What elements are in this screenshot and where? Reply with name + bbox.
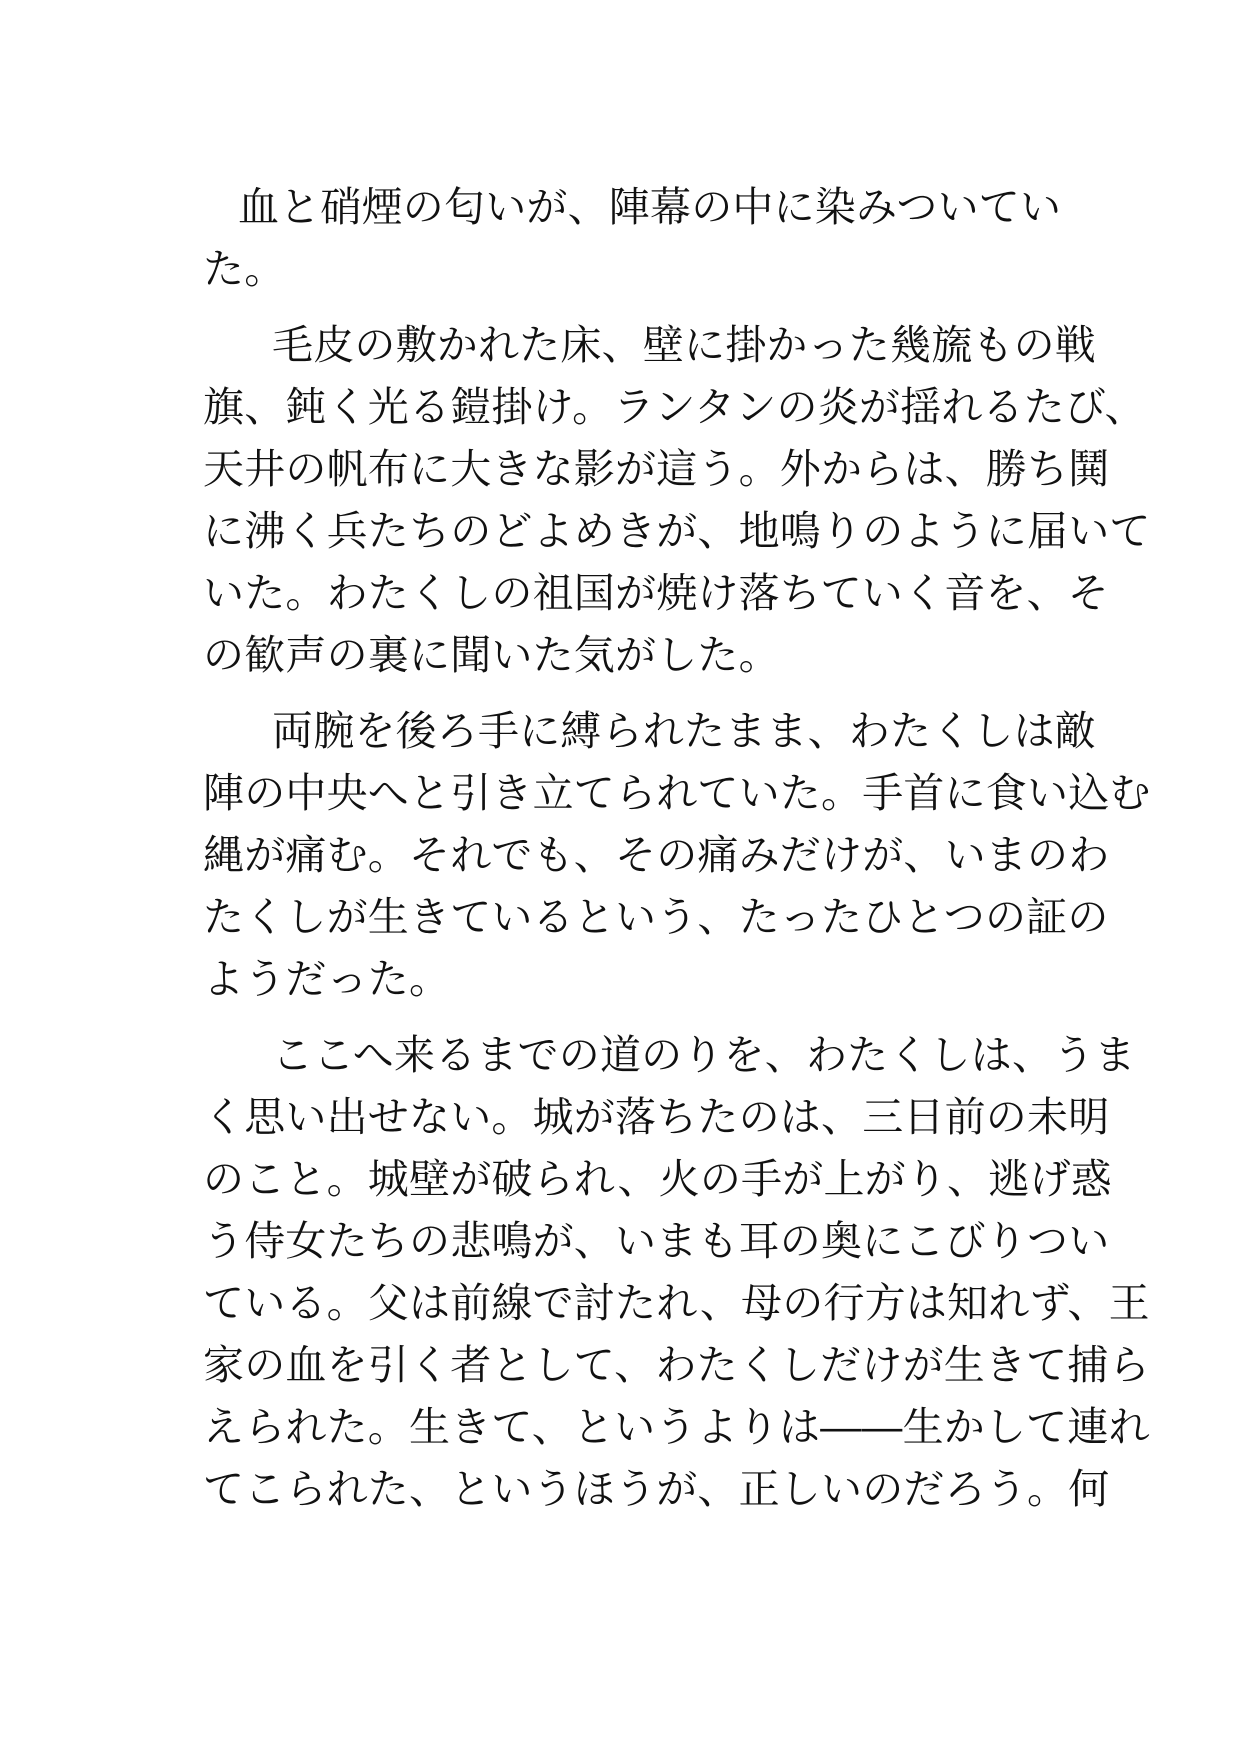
text-line: う侍女たちの悲鳴が、いまも耳の奥にこびりつい: [203, 1217, 1110, 1265]
text-line: 天井の帆布に大きな影が這う。外からは、勝ち鬨: [203, 445, 1110, 493]
text-line: 縄が痛む。それでも、その痛みだけが、いまのわ: [203, 831, 1110, 879]
text-line: 旗、鈍く光る鎧掛け。ランタンの炎が揺れるたび、: [203, 383, 1146, 431]
text-line: た。: [203, 245, 286, 293]
text-line: に沸く兵たちのどよめきが、地鳴りのように届いて: [203, 507, 1151, 555]
text-line: 血と硝煙の匂いが、陣幕の中に染みついてい: [238, 183, 1062, 231]
text-line: ここへ来るまでの道のりを、わたくしは、うま: [272, 1031, 1136, 1079]
text-line: えられた。生きて、というよりは――生かして連れ: [203, 1403, 1150, 1451]
text-line: いた。わたくしの祖国が焼け落ちていく音を、そ: [203, 569, 1109, 617]
text-line: 毛皮の敷かれた床、壁に掛かった幾旒もの戦: [272, 321, 1096, 369]
text-line: 家の血を引く者として、わたくしだけが生きて捕ら: [203, 1341, 1150, 1389]
text-line: ようだった。: [203, 955, 451, 1003]
text-line: たくしが生きているという、たったひとつの証の: [203, 893, 1109, 941]
text-line: ている。父は前線で討たれ、母の行方は知れず、王: [203, 1279, 1150, 1327]
text-line: の歓声の裏に聞いた気がした。: [203, 631, 780, 679]
text-line: く思い出せない。城が落ちたのは、三日前の未明: [203, 1093, 1110, 1141]
text-line: 両腕を後ろ手に縛られたまま、わたくしは敵: [272, 707, 1096, 755]
text-line: のこと。城壁が破られ、火の手が上がり、逃げ惑: [203, 1155, 1112, 1203]
text-line: てこられた、というほうが、正しいのだろう。何: [203, 1465, 1110, 1513]
text-line: 陣の中央へと引き立てられていた。手首に食い込む: [203, 769, 1151, 817]
